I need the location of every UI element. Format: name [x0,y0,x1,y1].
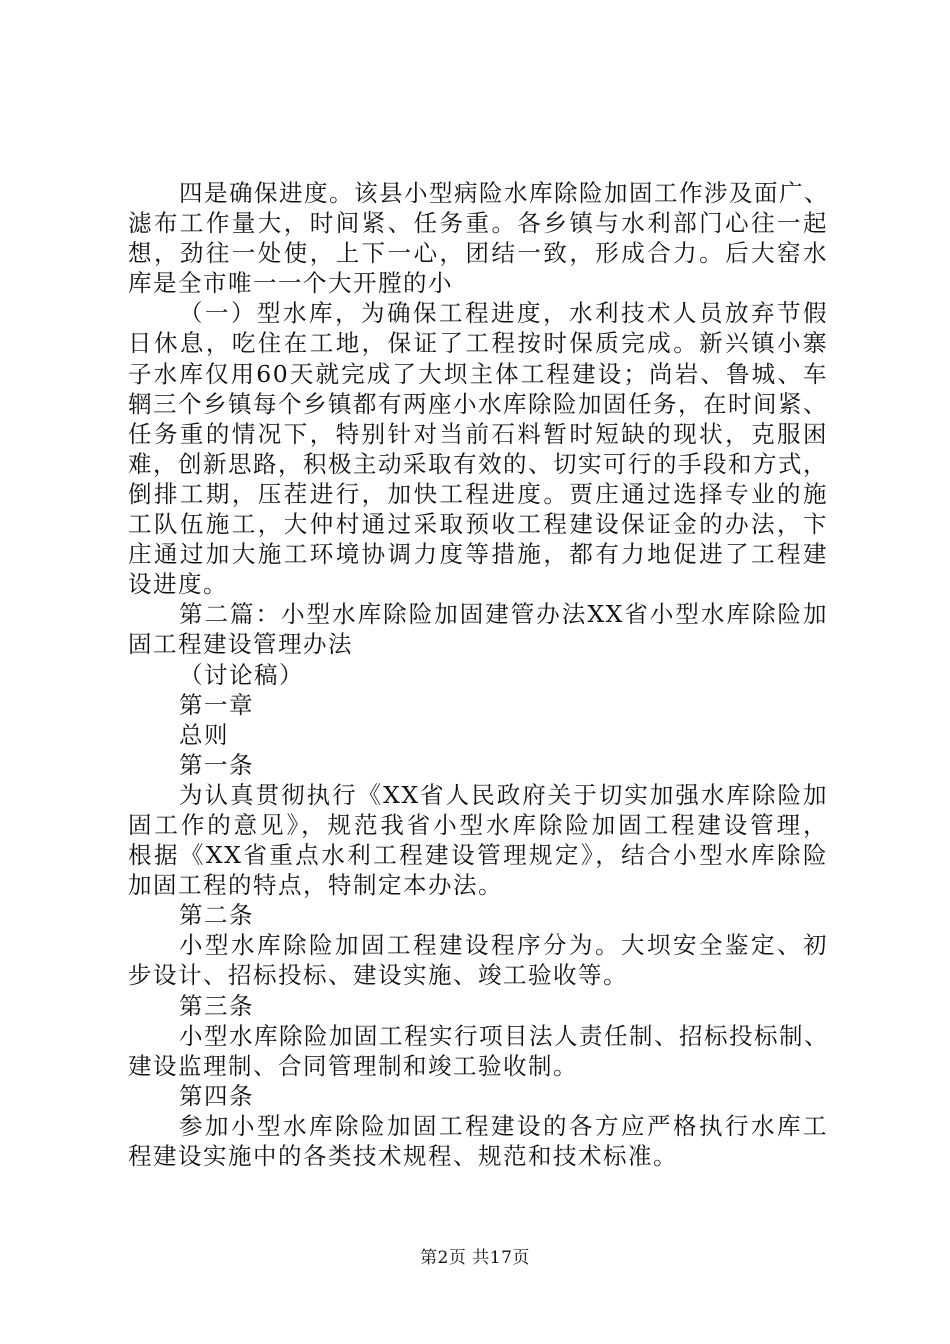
paragraph-first-line: 为认真贯彻执行《XX省人民政府关于切实加强水库除险加 [179,780,828,809]
paragraph-line: 日休息，吃住在工地，保证了工程按时保质完成。新兴镇小寨 [128,329,828,358]
paragraph-line: 固工程建设管理办法 [128,630,353,659]
paragraph-line: 程建设实施中的各类技术规程、规范和技术标准。 [128,1142,678,1170]
paragraph-first-line: （一）型水库，为确保工程进度，水利技术人员放弃节假 [179,299,828,328]
paragraph-line: 子水库仅用60天就完成了大坝主体工程建设；尚岩、鲁城、车 [128,359,828,388]
paragraph-line: 建设监理制、合同管理制和竣工验收制。 [128,1051,578,1080]
paragraph-first-line: 第二条 [179,901,254,930]
paragraph-first-line: 参加小型水库除险加固工程建设的各方应严格执行水库工 [179,1111,828,1140]
paragraph-line: 滤布工作量大，时间紧、任务重。各乡镇与水利部门心往一起 [128,209,828,238]
paragraph-line: 根据《XX省重点水利工程建设管理规定》，结合小型水库除险 [128,841,828,870]
paragraph-line: 想，劲往一处使，上下一心，团结一致，形成合力。后大窑水 [128,239,828,268]
paragraph-line: 难，创新思路，积极主动采取有效的、切实可行的手段和方式， [128,449,828,478]
paragraph-line: 倒排工期，压茬进行，加快工程进度。贾庄通过选择专业的施 [128,479,828,508]
document-body [128,178,828,1171]
paragraph-first-line: 小型水库除险加固工程建设程序分为。大坝安全鉴定、初 [179,931,828,960]
paragraph-first-line: 小型水库除险加固工程实行项目法人责任制、招标投标制、 [179,1021,829,1050]
paragraph-first-line: 第一条 [179,750,254,779]
paragraph-line: 辋三个乡镇每个乡镇都有两座小水库除险加固任务，在时间紧、 [128,389,828,418]
paragraph-line: 任务重的情况下，特别针对当前石料暂时短缺的现状，克服困 [128,419,828,448]
paragraph-first-line: 第二篇：小型水库除险加固建管办法XX省小型水库除险加 [179,600,828,629]
paragraph-line: 设进度。 [128,570,228,599]
paragraph-line: 工队伍施工，大仲村通过采取预收工程建设保证金的办法，卞 [128,510,828,539]
paragraph-first-line: 第四条 [179,1081,254,1110]
paragraph-line: 加固工程的特点，特制定本办法。 [128,871,503,900]
paragraph-first-line: 第三条 [179,991,254,1020]
paragraph-line: 步设计、招标投标、建设实施、竣工验收等。 [128,961,628,990]
paragraph-line: 库是全市唯一一个大开膛的小 [128,269,453,298]
page-footer: 第2页 共17页 [420,1248,530,1268]
paragraph-first-line: 总则 [179,720,229,749]
paragraph-first-line: 第一章 [179,690,254,719]
paragraph-first-line: （讨论稿） [179,660,304,689]
paragraph-first-line: 四是确保进度。该县小型病险水库除险加固工作涉及面广、 [179,179,829,207]
paragraph-line: 庄通过加大施工环境协调力度等措施，都有力地促进了工程建 [128,540,828,569]
paragraph-line: 固工作的意见》，规范我省小型水库除险加固工程建设管理， [128,810,828,839]
